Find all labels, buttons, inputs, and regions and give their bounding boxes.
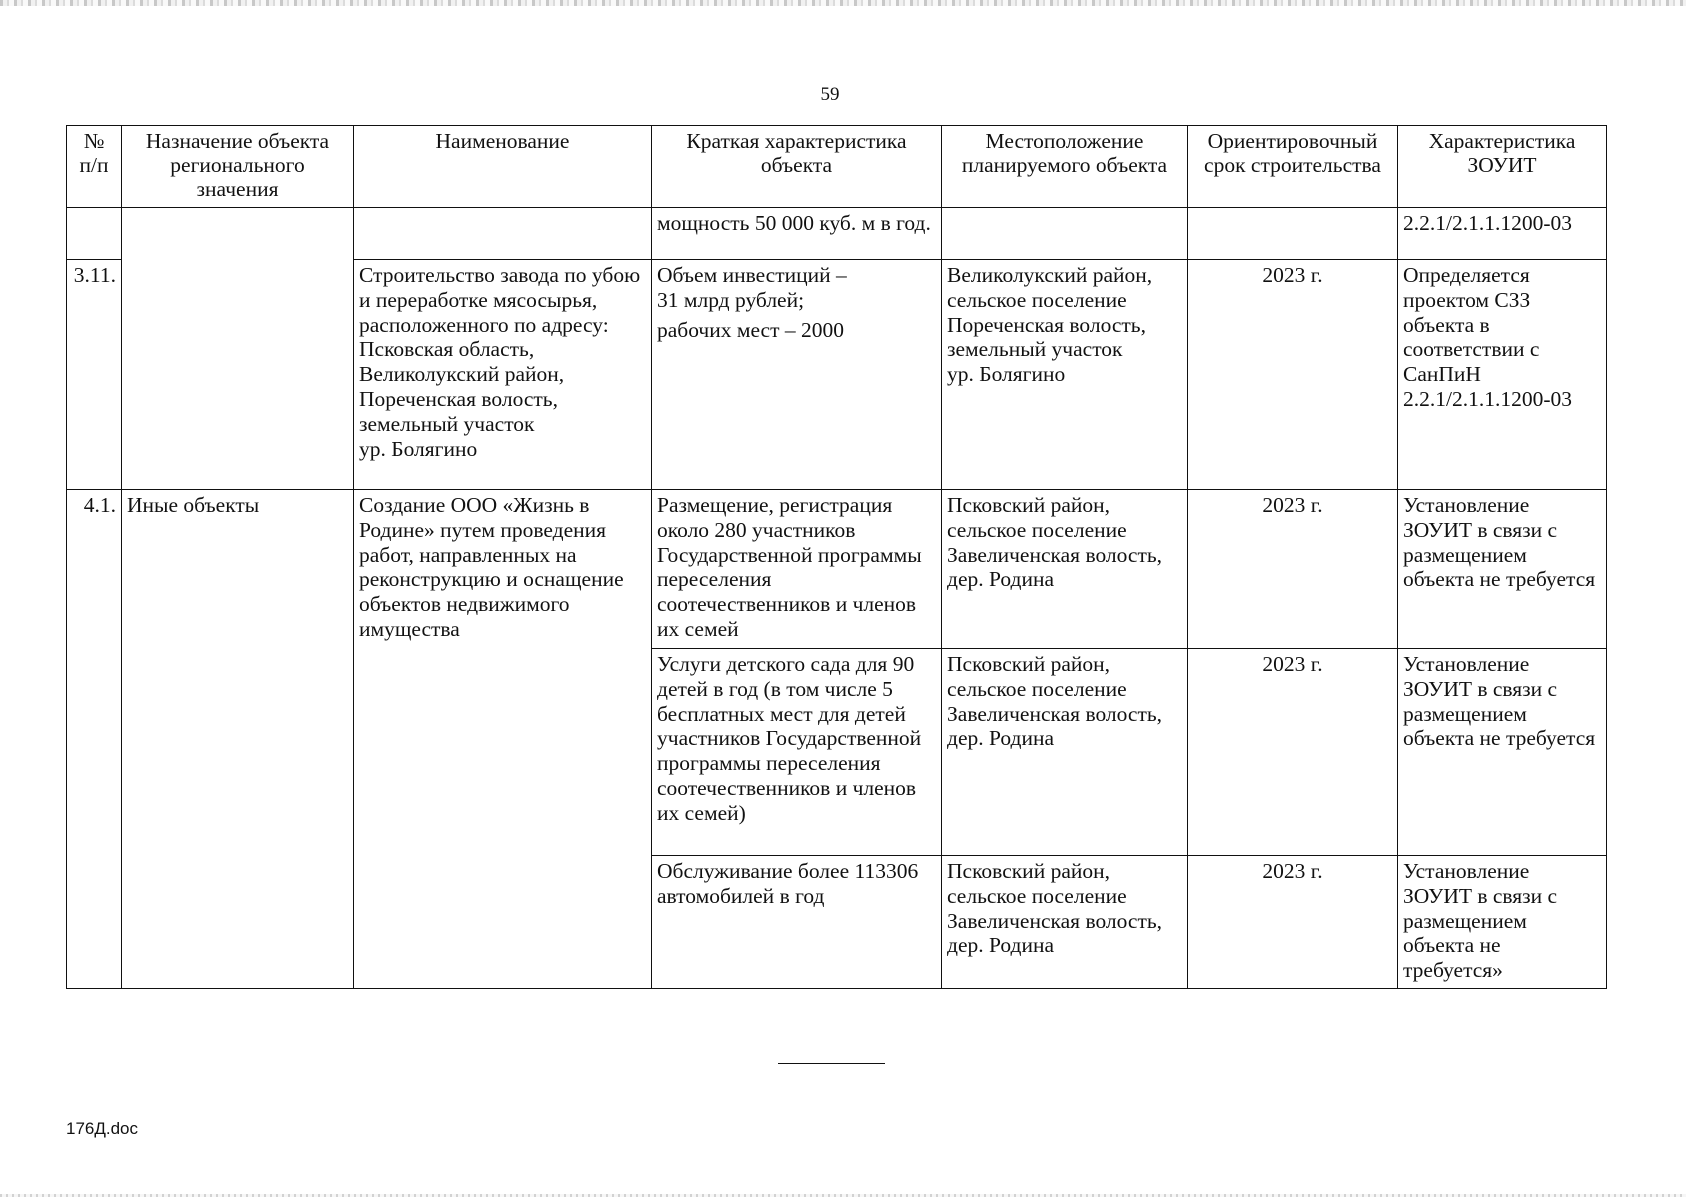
characteristic-line: Обслуживание более 113306 автомобилей в год bbox=[657, 859, 919, 908]
table-header-row bbox=[67, 126, 1607, 208]
row-zouit: 2.2.1/2.1.1.1200-03 bbox=[1398, 208, 1607, 260]
row-name bbox=[354, 208, 652, 260]
file-name-footer: 176Д.doc bbox=[66, 1119, 139, 1138]
header-characteristic: Краткая характеристика объекта bbox=[652, 126, 942, 208]
header-location: Местоположение планируемого объекта bbox=[942, 126, 1188, 208]
row-purpose-continued bbox=[122, 208, 354, 490]
row-name: Создание ООО «Жизнь в Родине» путем проведения работ, направленных на реконструкцию и оснащение объектов недвижимого имущества bbox=[354, 490, 652, 989]
row-characteristic bbox=[652, 490, 942, 649]
header-num: № п/п bbox=[67, 126, 122, 208]
row-zouit: Установление ЗОУИТ в связи с размещением объекта не требуется bbox=[1398, 649, 1607, 856]
row-num: 3.11. bbox=[67, 260, 122, 490]
characteristic-line: Размещение, регистрация около 280 участников Государственной программы переселения соотечественников и членов их семей bbox=[657, 493, 922, 641]
row-characteristic bbox=[652, 260, 942, 490]
row-term: 2023 г. bbox=[1188, 260, 1398, 490]
row-characteristic bbox=[652, 208, 942, 260]
row-num: 4.1. bbox=[67, 490, 122, 989]
row-zouit: Определяется проектом СЗЗ объекта в соответствии с СанПиН 2.2.1/2.1.1.1200-03 bbox=[1398, 260, 1607, 490]
scan-edge-bottom bbox=[0, 1194, 1686, 1197]
row-num bbox=[67, 208, 122, 260]
row-characteristic bbox=[652, 856, 942, 989]
row-characteristic bbox=[652, 649, 942, 856]
row-location: Псковский район, сельское поселение Завеличенская волость, дер. Родина bbox=[942, 490, 1188, 649]
table-row bbox=[67, 208, 1607, 260]
scan-edge-top bbox=[0, 0, 1686, 6]
row-location bbox=[942, 208, 1188, 260]
regional-objects-table bbox=[66, 125, 1607, 989]
header-zouit: Характеристика ЗОУИТ bbox=[1398, 126, 1607, 208]
row-purpose: Иные объекты bbox=[122, 490, 354, 989]
row-zouit: Установление ЗОУИТ в связи с размещением объекта не требуется bbox=[1398, 490, 1607, 649]
characteristic-line: мощность 50 000 куб. м в год. bbox=[657, 211, 931, 235]
row-zouit: Установление ЗОУИТ в связи с размещением объекта не требуется» bbox=[1398, 856, 1607, 989]
row-location: Псковский район, сельское поселение Завеличенская волость, дер. Родина bbox=[942, 649, 1188, 856]
header-name: Наименование bbox=[354, 126, 652, 208]
row-location: Псковский район, сельское поселение Завеличенская волость, дер. Родина bbox=[942, 856, 1188, 989]
characteristic-line: Услуги детского сада для 90 детей в год (в том числе 5 бесплатных мест для детей участников Государственной программы переселения соотечественников и членов их семей) bbox=[657, 652, 922, 825]
row-name: Строительство завода по убою и переработке мясосырья, расположенного по адресу: Псковская область, Великолукский район, Пореченская волость, земельный участок ур. Болягино bbox=[354, 260, 652, 490]
row-term: 2023 г. bbox=[1188, 649, 1398, 856]
row-term: 2023 г. bbox=[1188, 856, 1398, 989]
table-row bbox=[67, 490, 1607, 649]
header-purpose: Назначение объекта регионального значения bbox=[122, 126, 354, 208]
end-of-document-rule bbox=[778, 1063, 885, 1064]
characteristic-line: Объем инвестиций – 31 млрд рублей; bbox=[657, 263, 847, 312]
header-term: Ориентировочный срок строительства bbox=[1188, 126, 1398, 208]
row-location: Великолукский район, сельское поселение Пореченская волость, земельный участок ур. Болягино bbox=[942, 260, 1188, 490]
page-number: 59 bbox=[820, 84, 840, 105]
row-term bbox=[1188, 208, 1398, 260]
row-term: 2023 г. bbox=[1188, 490, 1398, 649]
characteristic-line: рабочих мест – 2000 bbox=[657, 317, 844, 342]
